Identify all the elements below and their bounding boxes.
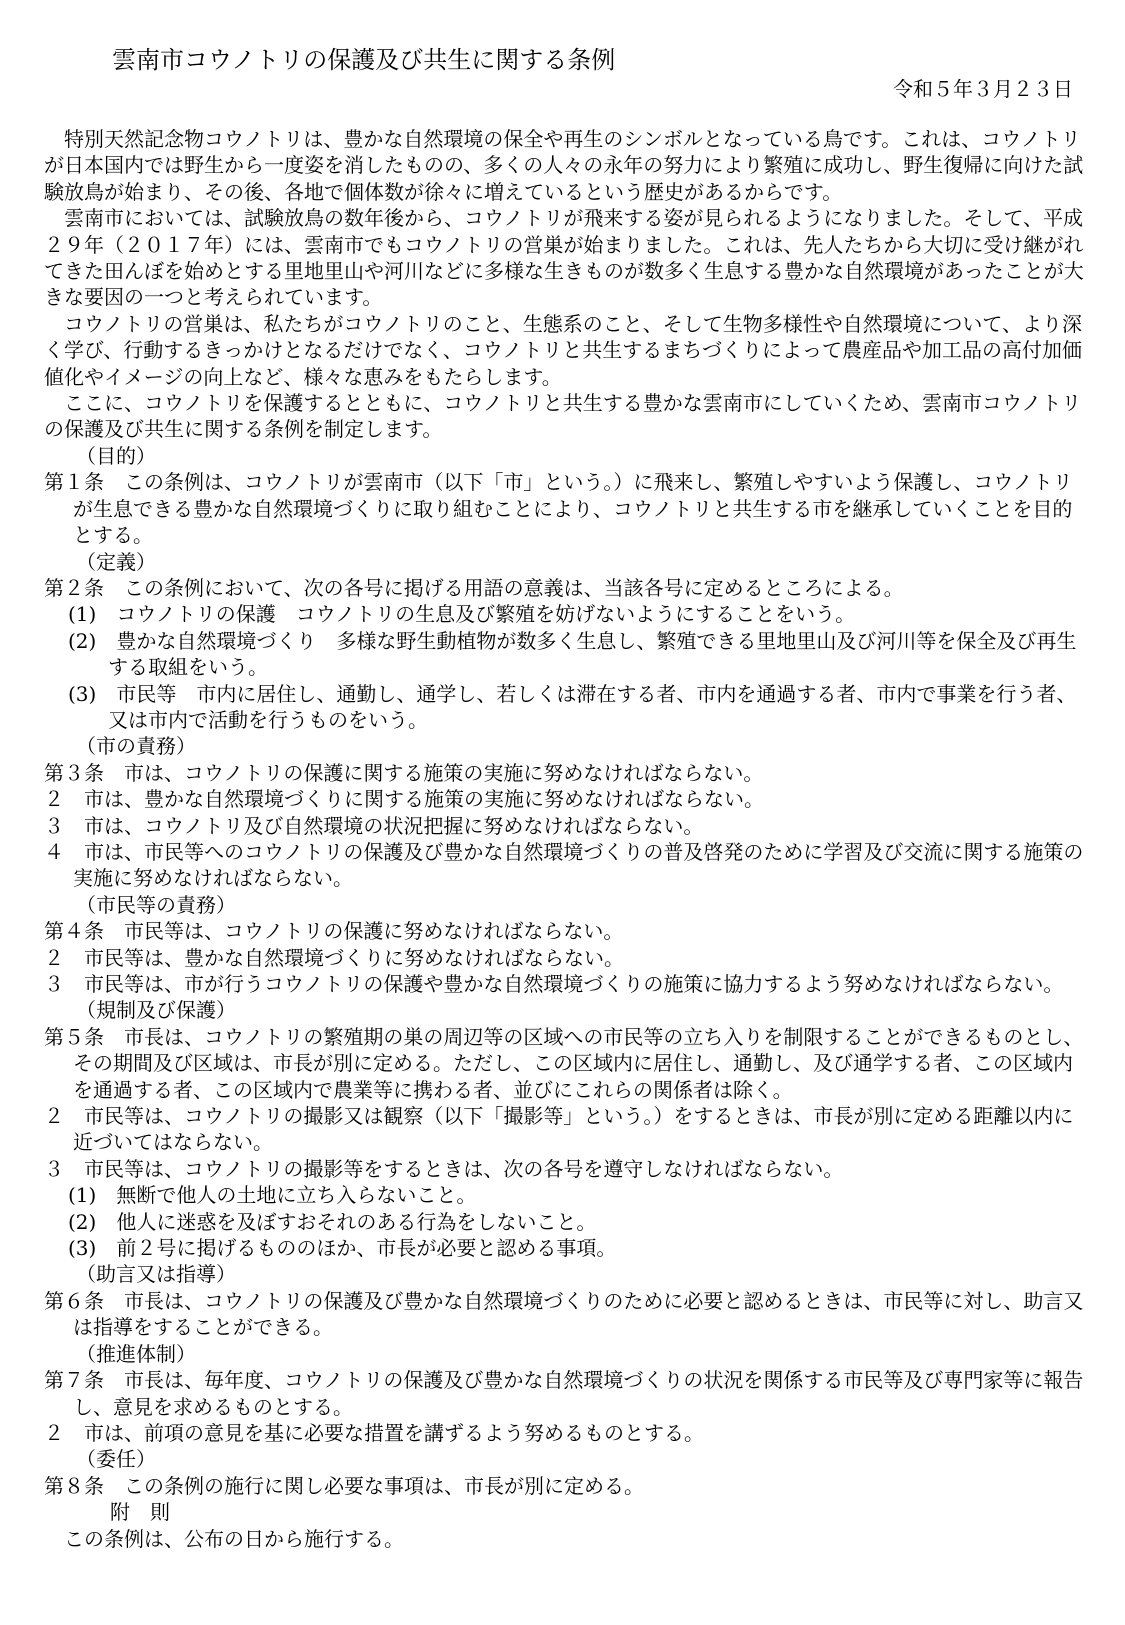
- preamble-paragraph: 特別天然記念物コウノトリは、豊かな自然環境の保全や再生のシンボルとなっている鳥です。これは、コウノトリが日本国内では野生から一度姿を消したものの、多くの人々の永年の努力により繁殖に成功し、野生復帰に向けた試験放鳥が始まり、その後、各地で個体数が徐々に増えているという歴史があるからです。: [44, 127, 1084, 204]
- article-block: [44, 443, 1084, 549]
- article-heading: （定義）: [76, 549, 156, 574]
- article-text: 第１条 この条例は、コウノトリが雲南市（以下「市」という。）に飛来し、繁殖しやすいよう保護し、コウノトリが生息できる豊かな自然環境づくりに取り組むことにより、コウノトリと共生する市を継承していくことを目的とする。: [44, 470, 1073, 548]
- article-text: 第２条 この条例において、次の各号に掲げる用語の意義は、当該各号に定めるところによる。: [44, 575, 904, 600]
- article-paragraph: ３ 市民等は、コウノトリの撮影等をするときは、次の各号を遵守しなければならない。: [44, 1156, 844, 1181]
- enactment-date: 令和５年３月２３日: [893, 77, 1073, 101]
- article-block: [44, 997, 1084, 1261]
- article-text: 第６条 市長は、コウノトリの保護及び豊かな自然環境づくりのために必要と認めるときは、市民等に対し、助言又は指導をすることができる。: [44, 1288, 1084, 1340]
- article-block: [44, 1261, 1084, 1340]
- article-text: 第５条 市長は、コウノトリの繁殖期の巣の周辺等の区域への市民等の立ち入りを制限することができるものとし、その期間及び区域は、市長が別に定める。ただし、この区域内に居住し、通勤し、及び通学する者、この区域内を通過する者、この区域内で農業等に携わる者、並びにこれらの関係者は除く。: [44, 1024, 1084, 1102]
- article-text: 第４条 市民等は、コウノトリの保護に努めなければならない。: [44, 919, 624, 944]
- article-paragraph: ２ 市は、前項の意見を基に必要な措置を講ずるよう努めるものとする。: [44, 1420, 704, 1445]
- article-item: (2) 豊かな自然環境づくり 多様な野生動植物が数多く生息し、繁殖できる里地里山及び河川等を保全及び再生する取組をいう。: [68, 628, 1077, 680]
- preamble-paragraph: 雲南市においては、試験放鳥の数年後から、コウノトリが飛来する姿が見られるようになりました。そして、平成２９年（２０１７年）には、雲南市でもコウノトリの営巣が始まりました。これは、先人たちから大切に受け継がれてきた田んぼを始めとする里地里山や河川などに多様な生きものが数多く生息する豊かな自然環境があったことが大きな要因の一つと考えられています。: [44, 206, 1084, 310]
- article-paragraph: ２ 市民等は、コウノトリの撮影又は観察（以下「撮影等」という。）をするときは、市長が別に定める距離以内に近づいてはならない。: [44, 1104, 1074, 1155]
- article-item: (2) 他人に迷惑を及ぼすおそれのある行為をしないこと。: [68, 1209, 597, 1234]
- article-heading: （目的）: [76, 443, 156, 468]
- preamble: [44, 126, 1084, 443]
- article-heading: （規制及び保護）: [76, 998, 236, 1023]
- article-paragraph: ３ 市民等は、市が行うコウノトリの保護や豊かな自然環境づくりの施策に協力するよう努めなければならない。: [44, 972, 1064, 996]
- supplementary-text: この条例は、公布の日から施行する。: [64, 1526, 404, 1551]
- article-item: (3) 前２号に掲げるもののほか、市長が必要と認める事項。: [68, 1236, 617, 1261]
- preamble-paragraph: ここに、コウノトリを保護するとともに、コウノトリと共生する豊かな雲南市にしていくため、雲南市コウノトリの保護及び共生に関する条例を制定します。: [44, 391, 1082, 442]
- article-text: 第３条 市は、コウノトリの保護に関する施策の実施に努めなければならない。: [44, 760, 764, 785]
- supplementary-provisions: [44, 1499, 1084, 1552]
- document-title: 雲南市コウノトリの保護及び共生に関する条例: [112, 46, 616, 74]
- article-block: [44, 733, 1084, 891]
- article-item: (3) 市民等 市内に居住し、通勤し、通学し、若しくは滞在する者、市内を通過する者、市内で事業を行う者、又は市内で活動を行うものをいう。: [68, 681, 1077, 732]
- article-heading: （市民等の責務）: [76, 892, 236, 917]
- article-block: [44, 549, 1084, 734]
- document-body: [44, 126, 1084, 1552]
- article-item: (1) 無断で他人の土地に立ち入らないこと。: [68, 1183, 477, 1208]
- preamble-paragraph: コウノトリの営巣は、私たちがコウノトリのこと、生態系のこと、そして生物多様性や自然環境について、より深く学び、行動するきっかけとなるだけでなく、コウノトリと共生するまちづくりによって農産品や加工品の高付加価値化やイメージの向上など、様々な恵みをもたらします。: [44, 311, 1082, 389]
- article-text: 第７条 市長は、毎年度、コウノトリの保護及び豊かな自然環境づくりの状況を関係する市民等及び専門家等に報告し、意見を求めるものとする。: [44, 1368, 1084, 1419]
- article-heading: （推進体制）: [76, 1341, 196, 1366]
- article-block: [44, 1341, 1084, 1447]
- article-item: (1) コウノトリの保護 コウノトリの生息及び繁殖を妨げないようにすることをいう。: [68, 602, 856, 627]
- article-paragraph: ４ 市は、市民等へのコウノトリの保護及び豊かな自然環境づくりの普及啓発のために学習及び交流に関する施策の実施に努めなければならない。: [44, 839, 1084, 891]
- article-paragraph: ２ 市民等は、豊かな自然環境づくりに努めなければならない。: [44, 945, 624, 970]
- supplementary-title: 附 則: [110, 1500, 170, 1525]
- article-block: [44, 892, 1084, 998]
- articles: [44, 443, 1084, 1499]
- article-heading: （委任）: [76, 1447, 156, 1472]
- article-heading: （助言又は指導）: [76, 1262, 236, 1287]
- article-block: [44, 1446, 1084, 1499]
- article-paragraph: ２ 市は、豊かな自然環境づくりに関する施策の実施に努めなければならない。: [44, 787, 764, 812]
- article-text: 第８条 この条例の施行に関し必要な事項は、市長が別に定める。: [44, 1473, 644, 1498]
- article-paragraph: ３ 市は、コウノトリ及び自然環境の状況把握に努めなければならない。: [44, 813, 704, 838]
- article-heading: （市の責務）: [76, 734, 196, 759]
